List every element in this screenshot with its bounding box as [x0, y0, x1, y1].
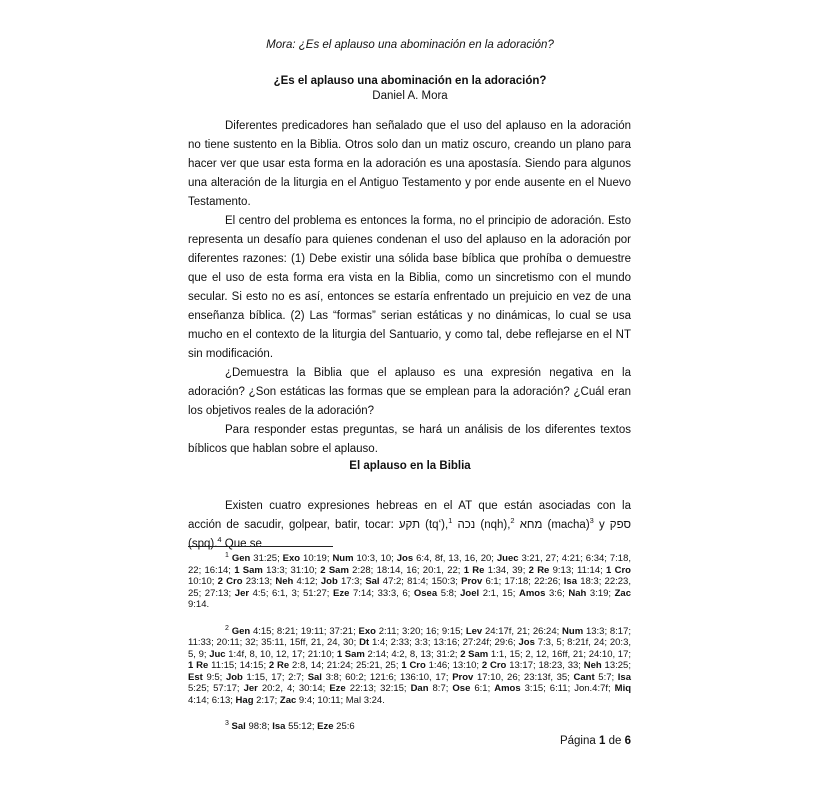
footnote-ref[interactable]: 2 [510, 516, 515, 526]
running-head: Mora: ¿Es el aplauso una abominación en la adoración? [266, 39, 554, 51]
footnote-ref[interactable]: 4 [217, 535, 222, 545]
hebrew-term: תקע [398, 519, 421, 531]
footnote-text: Sal 98:8; Isa 55:12; Eze 25:6 [231, 721, 355, 733]
document-title: ¿Es el aplauso una abominación en la adoración? [273, 75, 547, 87]
footnote-number: 2 [225, 624, 229, 632]
transliteration: (macha) [542, 519, 590, 531]
footnote [188, 623, 631, 707]
footnote-number: 1 [225, 552, 229, 559]
paragraph-text: Que se [221, 538, 262, 550]
footnote-separator [188, 546, 333, 547]
connector-text: y [593, 519, 610, 531]
intro-body [188, 117, 631, 459]
paragraph: Diferentes predicadores han señalado que el uso del aplauso en la adoración no tiene sustento en la Biblia. Otros solo dan un matiz oscuro, creando un plano para hacer ver que usar esta forma en la adoración es una apostasía. Siendo para algunos una alteración de la liturgia en el Antiguo Testamento y por ende ausente en el Nuevo Testamento. [188, 120, 631, 208]
footnote [188, 718, 631, 733]
footnote-ref[interactable]: 3 [589, 516, 594, 526]
footnotes [188, 550, 631, 745]
transliteration: (nqh), [475, 519, 511, 531]
transliteration: (tq‘), [420, 519, 449, 531]
page-current: 1 [598, 735, 606, 747]
paragraph-text: Existen cuatro expresiones hebreas en el AT que están asociadas con la acción de sacudir, golpear, batir, tocar: [188, 500, 631, 531]
hebrew-term: נכה [457, 519, 476, 531]
paragraph: El centro del problema es entonces la forma, no el principio de adoración. Esto representa un desafío para quienes condenan el uso del aplauso en la adoración por diferentes razones: (1) Debe existir una sólida base bíblica que prohíba o demuestre que el uso de esta forma era vista en la Biblia, como un sincretismo con el mundo secular. Si esto no es así, entonces se estaría enfrentado un prejuicio en vez de una enseñanza bíblica. (2) Las “formas” serian estáticas y no dinámicas, lo cual se usa mucho en el contexto de la liturgia del Santuario, y como tal, debe reflejarse en el NT sin modificación. [188, 215, 631, 360]
page-number [560, 735, 631, 747]
paragraph: ¿Demuestra la Biblia que el aplauso es una expresión negativa en la adoración? ¿Son estáticas las formas que se emplean para la adoración? ¿Cuál eran los objetivos reales de la adoración? [188, 367, 631, 417]
section-heading: El aplauso en la Biblia [349, 460, 471, 472]
footnote-text: Gen 31:25; Exo 10:19; Num 10:3, 10; Jos 6:4, 8f, 13, 16, 20; Juec 3:21, 27; 4:21; 6:34; 7:18, 22; 16:14; 1 Sam 13:3; 31:10; 2 Sam 2:28; 18:14, 16; 20:1, 22; 1 Re 1:34, 39; 2 Re 9:13; 11:14; 1 Cro 10:10; 2 Cro 23:13; Neh 4:12; Job 17:3; Sal 47:2; 81:4; 150:3; Prov 6:1; 17:18; 22:26; Isa 18:3; 22:23, 25; 27:13; Jer 4:5; 6:1, 3; 51:27; Eze 7:14; 33:3, 6; Osea 5:8; Joel 2:1, 15; Amos 3:6; Nah 3:19; Zac 9:14. [188, 553, 631, 611]
footnote [188, 550, 631, 611]
page-label: Página [559, 735, 596, 747]
paragraph: Para responder estas preguntas, se hará un análisis de los diferentes textos bíblicos que hablan sobre el aplauso. [188, 424, 631, 455]
hebrew-term: מחא [519, 519, 543, 531]
page-total: 6 [624, 735, 631, 747]
page-of: de [608, 735, 622, 747]
footnote-text: Gen 4:15; 8:21; 19:11; 37:21; Exo 2:11; 3:20; 16; 9:15; Lev 24:17f, 21; 26:24; Num 13:3; 8:17; 11:33; 20:11; 32; 35:11, 15ff, 21, 24, 30; Dt 1:4; 2:33; 3:3; 13:16; 27:24f; 29:6; Jos 7:3, 5; 8:21f, 24; 20:3, 5, 9; Juc 1:4f, 8, 10, 12, 17; 21:10; 1 Sam 2:14; 4:2, 8, 13; 31:2; 2 Sam 1:1, 15; 2, 12, 16ff, 21; 24:10, 17; 1 Re 11:15; 14:15; 2 Re 2:8, 14; 21:24; 25:21, 25; 1 Cro 1:46; 13:10; 2 Cro 13:17; 18:23, 33; Neh 13:25; Est 9:5; Job 1:15, 17; 2:7; Sal 3:8; 60:2; 121:6; 136:10, 17; Prov 17:10, 26; 23:13f, 35; Cant 5:7; Isa 5:25; 57:17; Jer 20:2, 4; 30:14; Eze 22:13; 32:15; Dan 8:7; Ose 6:1; Amos 3:15; 6:11; Jon.4:7f; Miq 4:14; 6:13; Hag 2:17; Zac 9:4; 10:11; Mal 3:24. [188, 625, 632, 706]
author-name: Daniel A. Mora [372, 90, 448, 102]
footnote-ref[interactable]: 1 [448, 516, 453, 526]
transliteration: (spq). [188, 538, 218, 550]
footnote-number: 3 [225, 720, 229, 728]
hebrew-term: ספק [609, 519, 632, 531]
